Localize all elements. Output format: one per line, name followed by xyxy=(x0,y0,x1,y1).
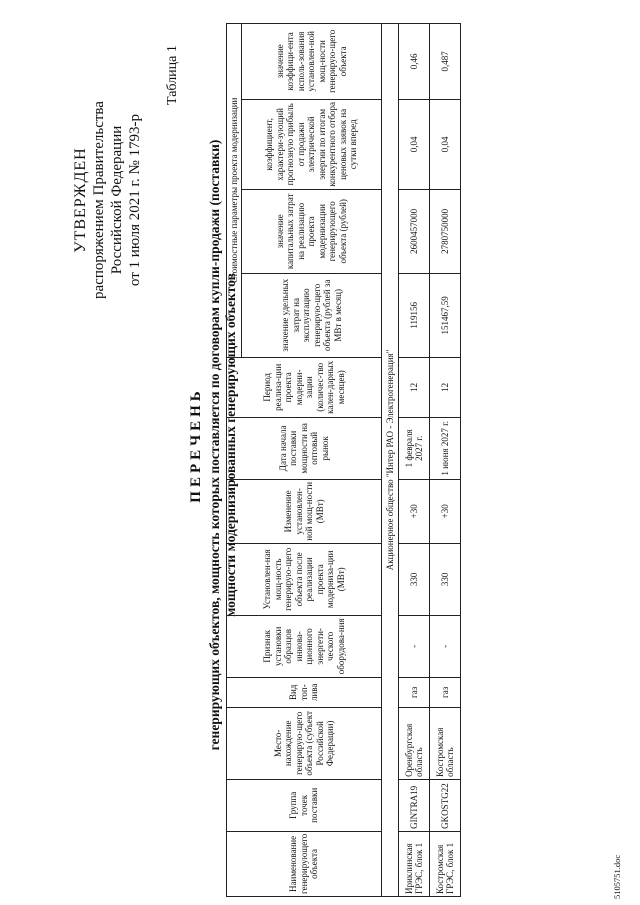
col-header-4: Признак установки образцов иннова-ционного энергети-ческого оборудова-ния xyxy=(227,615,382,677)
cell: - xyxy=(430,615,461,677)
col-header-5: Установлен-ная мощ-ность генерирую-щего объекта после реализации проекта модерниза-ции (МВт) xyxy=(227,543,382,615)
cell: 0,487 xyxy=(430,23,461,99)
cell: 1 июня 2027 г. xyxy=(430,417,461,479)
cell: 119156 xyxy=(399,273,430,357)
cell: Костромская область xyxy=(430,707,461,779)
cell: 0,04 xyxy=(430,99,461,189)
approval-heading: УТВЕРЖДЕН xyxy=(72,147,89,253)
cell: 12 xyxy=(399,357,430,417)
cell: +30 xyxy=(430,479,461,543)
col-header-9: значение удельных затрат на эксплуатацию генерирую-щего объекта (рублей за МВт в месяц) xyxy=(242,273,382,357)
cell: 151467,59 xyxy=(430,273,461,357)
cell: 12 xyxy=(430,357,461,417)
cell: +30 xyxy=(399,479,430,543)
generating-objects-table xyxy=(226,23,461,897)
cell: GKOSTG22 xyxy=(430,779,461,831)
cell: 330 xyxy=(399,543,430,615)
table-row xyxy=(399,23,430,896)
cell: GINTRA19 xyxy=(399,779,430,831)
section-company: Акционерное общество "Интер РАО - Электрогенерация" xyxy=(382,23,399,896)
col-header-7: Дата начала поставки мощности на оптовый рынок xyxy=(227,417,382,479)
title-sub: генерирующих объектов, мощность которых поставляется по договорам купли-продажи (поставки) мощности модернизированных генерирующих объектов xyxy=(207,139,238,751)
col-header-2: Место-нахождение генерирую-щего объекта (субъект Российской Федерации) xyxy=(227,707,382,779)
title-main: ПЕРЕЧЕНЬ xyxy=(188,387,204,503)
col-header-6: Изменение установлен-ной мощ-ности (МВт) xyxy=(227,479,382,543)
col-header-0: Наименование генерирующего объекта xyxy=(227,831,382,896)
cell: газ xyxy=(399,677,430,707)
table-row xyxy=(430,23,461,896)
col-header-3: Вид топ-лива xyxy=(227,677,382,707)
table-label: Таблица 1 xyxy=(165,45,180,105)
section-row xyxy=(382,23,399,896)
cell: Оренбургская область xyxy=(399,707,430,779)
col-header-12: значение коэффици-ента исполь-зования установлен-ной мощ-ности генерирую-щего объекта xyxy=(242,23,382,99)
cell: 1 февраля 2027 г. xyxy=(399,417,430,479)
approval-line-1: распоряжением Правительства xyxy=(91,101,107,299)
cell: Ириклинская ГРЭС, блок 1 xyxy=(399,831,430,896)
document-filename: 5105751.doc xyxy=(612,854,622,899)
approval-line-2: Российской Федерации xyxy=(109,125,125,275)
col-header-11: коэффициент, характери-зующий прогнозную прибыль от продажи электрической энергии по итогам конкурентного отбора ценовых заявок на сутки вперед xyxy=(242,99,382,189)
approval-line-3: от 1 июля 2021 г. № 1793-р xyxy=(127,113,143,287)
cell: - xyxy=(399,615,430,677)
col-header-8: Период реализа-ции проекта модерни-зации (количес-тво кален-дарных месяцев) xyxy=(227,357,382,417)
approval-block xyxy=(72,35,144,365)
cell: газ xyxy=(430,677,461,707)
cell: 2780750000 xyxy=(430,189,461,273)
cell: 330 xyxy=(430,543,461,615)
group-header-cost-params: Стоимостные параметры проекта модернизации xyxy=(227,23,242,357)
col-header-1: Группа точек поставки xyxy=(227,779,382,831)
col-header-10: значение капитальных затрат на реализацию проекта модернизации генерирующего объекта (рублей) xyxy=(242,189,382,273)
cell: Костромская ГРЭС, блок 1 xyxy=(430,831,461,896)
cell: 0,46 xyxy=(399,23,430,99)
table-group-header-row xyxy=(227,23,242,896)
cell: 2600457000 xyxy=(399,189,430,273)
cell: 0,04 xyxy=(399,99,430,189)
